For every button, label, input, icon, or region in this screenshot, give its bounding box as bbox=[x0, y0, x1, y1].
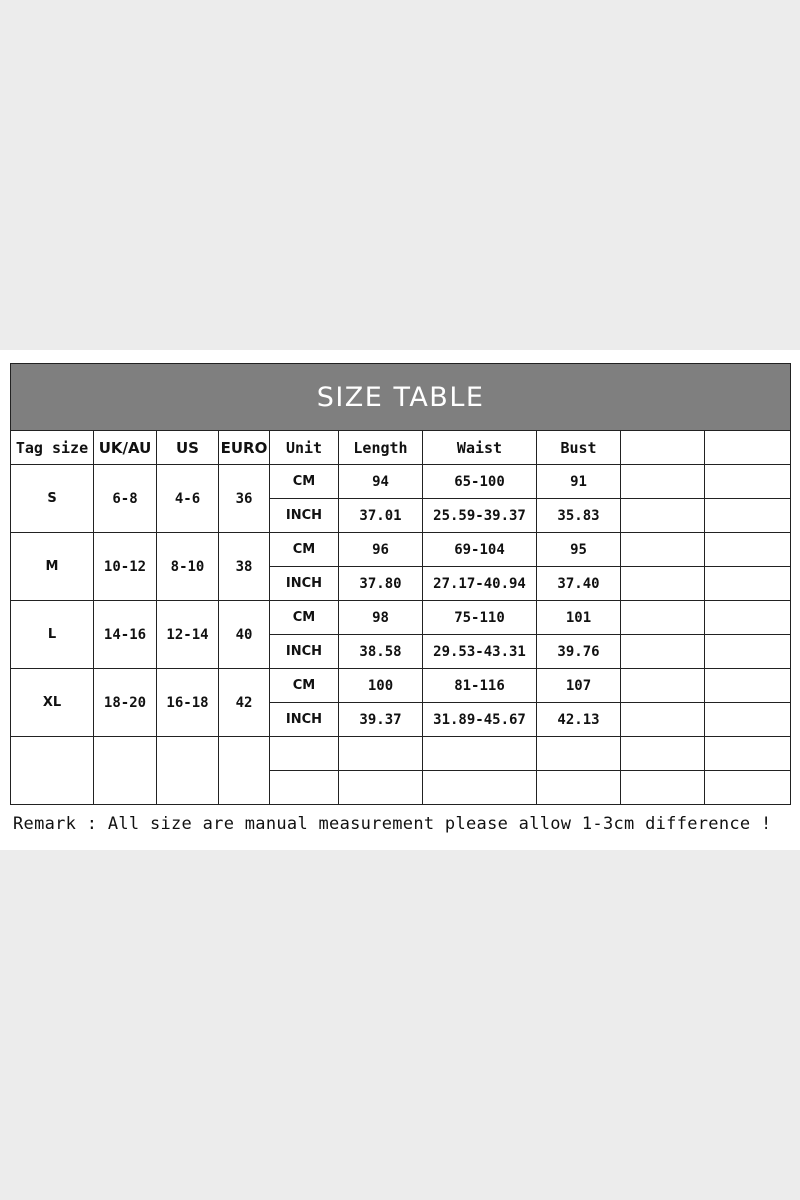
us-cell: 12-14 bbox=[157, 601, 219, 669]
empty-cell bbox=[339, 771, 423, 805]
waist-cell: 27.17-40.94 bbox=[423, 567, 537, 601]
empty-cell bbox=[157, 737, 219, 805]
us-cell: 4-6 bbox=[157, 465, 219, 533]
tag-size-cell: L bbox=[11, 601, 94, 669]
empty-cell bbox=[705, 703, 791, 737]
header-uk-au: UK/AU bbox=[94, 431, 157, 465]
header-euro: EURO bbox=[219, 431, 270, 465]
header-bust: Bust bbox=[537, 431, 621, 465]
size-chart-card bbox=[0, 350, 800, 850]
bust-cell: 39.76 bbox=[537, 635, 621, 669]
us-cell: 16-18 bbox=[157, 669, 219, 737]
empty-cell bbox=[621, 499, 705, 533]
size-table bbox=[10, 363, 791, 805]
euro-cell: 38 bbox=[219, 533, 270, 601]
empty-cell bbox=[537, 771, 621, 805]
length-cell: 96 bbox=[339, 533, 423, 567]
empty-row bbox=[11, 737, 791, 771]
empty-cell bbox=[705, 669, 791, 703]
empty-cell bbox=[705, 737, 791, 771]
header-row bbox=[11, 431, 791, 465]
empty-cell bbox=[94, 737, 157, 805]
length-cell: 38.58 bbox=[339, 635, 423, 669]
length-cell: 39.37 bbox=[339, 703, 423, 737]
us-cell: 8-10 bbox=[157, 533, 219, 601]
length-cell: 98 bbox=[339, 601, 423, 635]
unit-cell: INCH bbox=[270, 703, 339, 737]
unit-cell: INCH bbox=[270, 635, 339, 669]
header-empty-1 bbox=[621, 431, 705, 465]
euro-cell: 40 bbox=[219, 601, 270, 669]
uk-au-cell: 6-8 bbox=[94, 465, 157, 533]
waist-cell: 75-110 bbox=[423, 601, 537, 635]
waist-cell: 81-116 bbox=[423, 669, 537, 703]
empty-cell bbox=[705, 533, 791, 567]
bust-cell: 37.40 bbox=[537, 567, 621, 601]
empty-cell bbox=[621, 465, 705, 499]
tag-size-cell: S bbox=[11, 465, 94, 533]
empty-cell bbox=[705, 771, 791, 805]
tag-size-cell: XL bbox=[11, 669, 94, 737]
header-length: Length bbox=[339, 431, 423, 465]
tag-size-cell: M bbox=[11, 533, 94, 601]
empty-cell bbox=[537, 737, 621, 771]
size-row-cm bbox=[11, 465, 791, 499]
waist-cell: 29.53-43.31 bbox=[423, 635, 537, 669]
empty-cell bbox=[270, 737, 339, 771]
title-row bbox=[11, 364, 791, 431]
header-tag-size: Tag size bbox=[11, 431, 94, 465]
empty-cell bbox=[621, 567, 705, 601]
empty-cell bbox=[621, 533, 705, 567]
table-title: SIZE TABLE bbox=[11, 364, 791, 431]
size-row-cm bbox=[11, 533, 791, 567]
empty-cell bbox=[705, 601, 791, 635]
unit-cell: INCH bbox=[270, 567, 339, 601]
length-cell: 37.01 bbox=[339, 499, 423, 533]
empty-cell bbox=[11, 737, 94, 805]
length-cell: 94 bbox=[339, 465, 423, 499]
bust-cell: 42.13 bbox=[537, 703, 621, 737]
bust-cell: 91 bbox=[537, 465, 621, 499]
unit-cell: CM bbox=[270, 533, 339, 567]
empty-cell bbox=[219, 737, 270, 805]
length-cell: 100 bbox=[339, 669, 423, 703]
uk-au-cell: 14-16 bbox=[94, 601, 157, 669]
unit-cell: CM bbox=[270, 465, 339, 499]
empty-cell bbox=[621, 737, 705, 771]
size-row-cm bbox=[11, 601, 791, 635]
header-waist: Waist bbox=[423, 431, 537, 465]
waist-cell: 65-100 bbox=[423, 465, 537, 499]
unit-cell: INCH bbox=[270, 499, 339, 533]
empty-cell bbox=[705, 567, 791, 601]
empty-cell bbox=[339, 737, 423, 771]
bust-cell: 101 bbox=[537, 601, 621, 635]
remark-text: Remark : All size are manual measurement please allow 1-3cm difference ! bbox=[13, 814, 772, 834]
waist-cell: 69-104 bbox=[423, 533, 537, 567]
empty-cell bbox=[705, 635, 791, 669]
empty-cell bbox=[705, 465, 791, 499]
header-unit: Unit bbox=[270, 431, 339, 465]
uk-au-cell: 10-12 bbox=[94, 533, 157, 601]
header-empty-2 bbox=[705, 431, 791, 465]
bust-cell: 35.83 bbox=[537, 499, 621, 533]
bust-cell: 107 bbox=[537, 669, 621, 703]
empty-cell bbox=[705, 499, 791, 533]
euro-cell: 42 bbox=[219, 669, 270, 737]
size-row-cm bbox=[11, 669, 791, 703]
waist-cell: 31.89-45.67 bbox=[423, 703, 537, 737]
empty-cell bbox=[621, 669, 705, 703]
unit-cell: CM bbox=[270, 601, 339, 635]
empty-cell bbox=[621, 635, 705, 669]
euro-cell: 36 bbox=[219, 465, 270, 533]
unit-cell: CM bbox=[270, 669, 339, 703]
waist-cell: 25.59-39.37 bbox=[423, 499, 537, 533]
empty-cell bbox=[423, 771, 537, 805]
bust-cell: 95 bbox=[537, 533, 621, 567]
empty-cell bbox=[270, 771, 339, 805]
length-cell: 37.80 bbox=[339, 567, 423, 601]
empty-cell bbox=[621, 703, 705, 737]
empty-cell bbox=[621, 771, 705, 805]
uk-au-cell: 18-20 bbox=[94, 669, 157, 737]
header-us: US bbox=[157, 431, 219, 465]
empty-cell bbox=[621, 601, 705, 635]
empty-cell bbox=[423, 737, 537, 771]
